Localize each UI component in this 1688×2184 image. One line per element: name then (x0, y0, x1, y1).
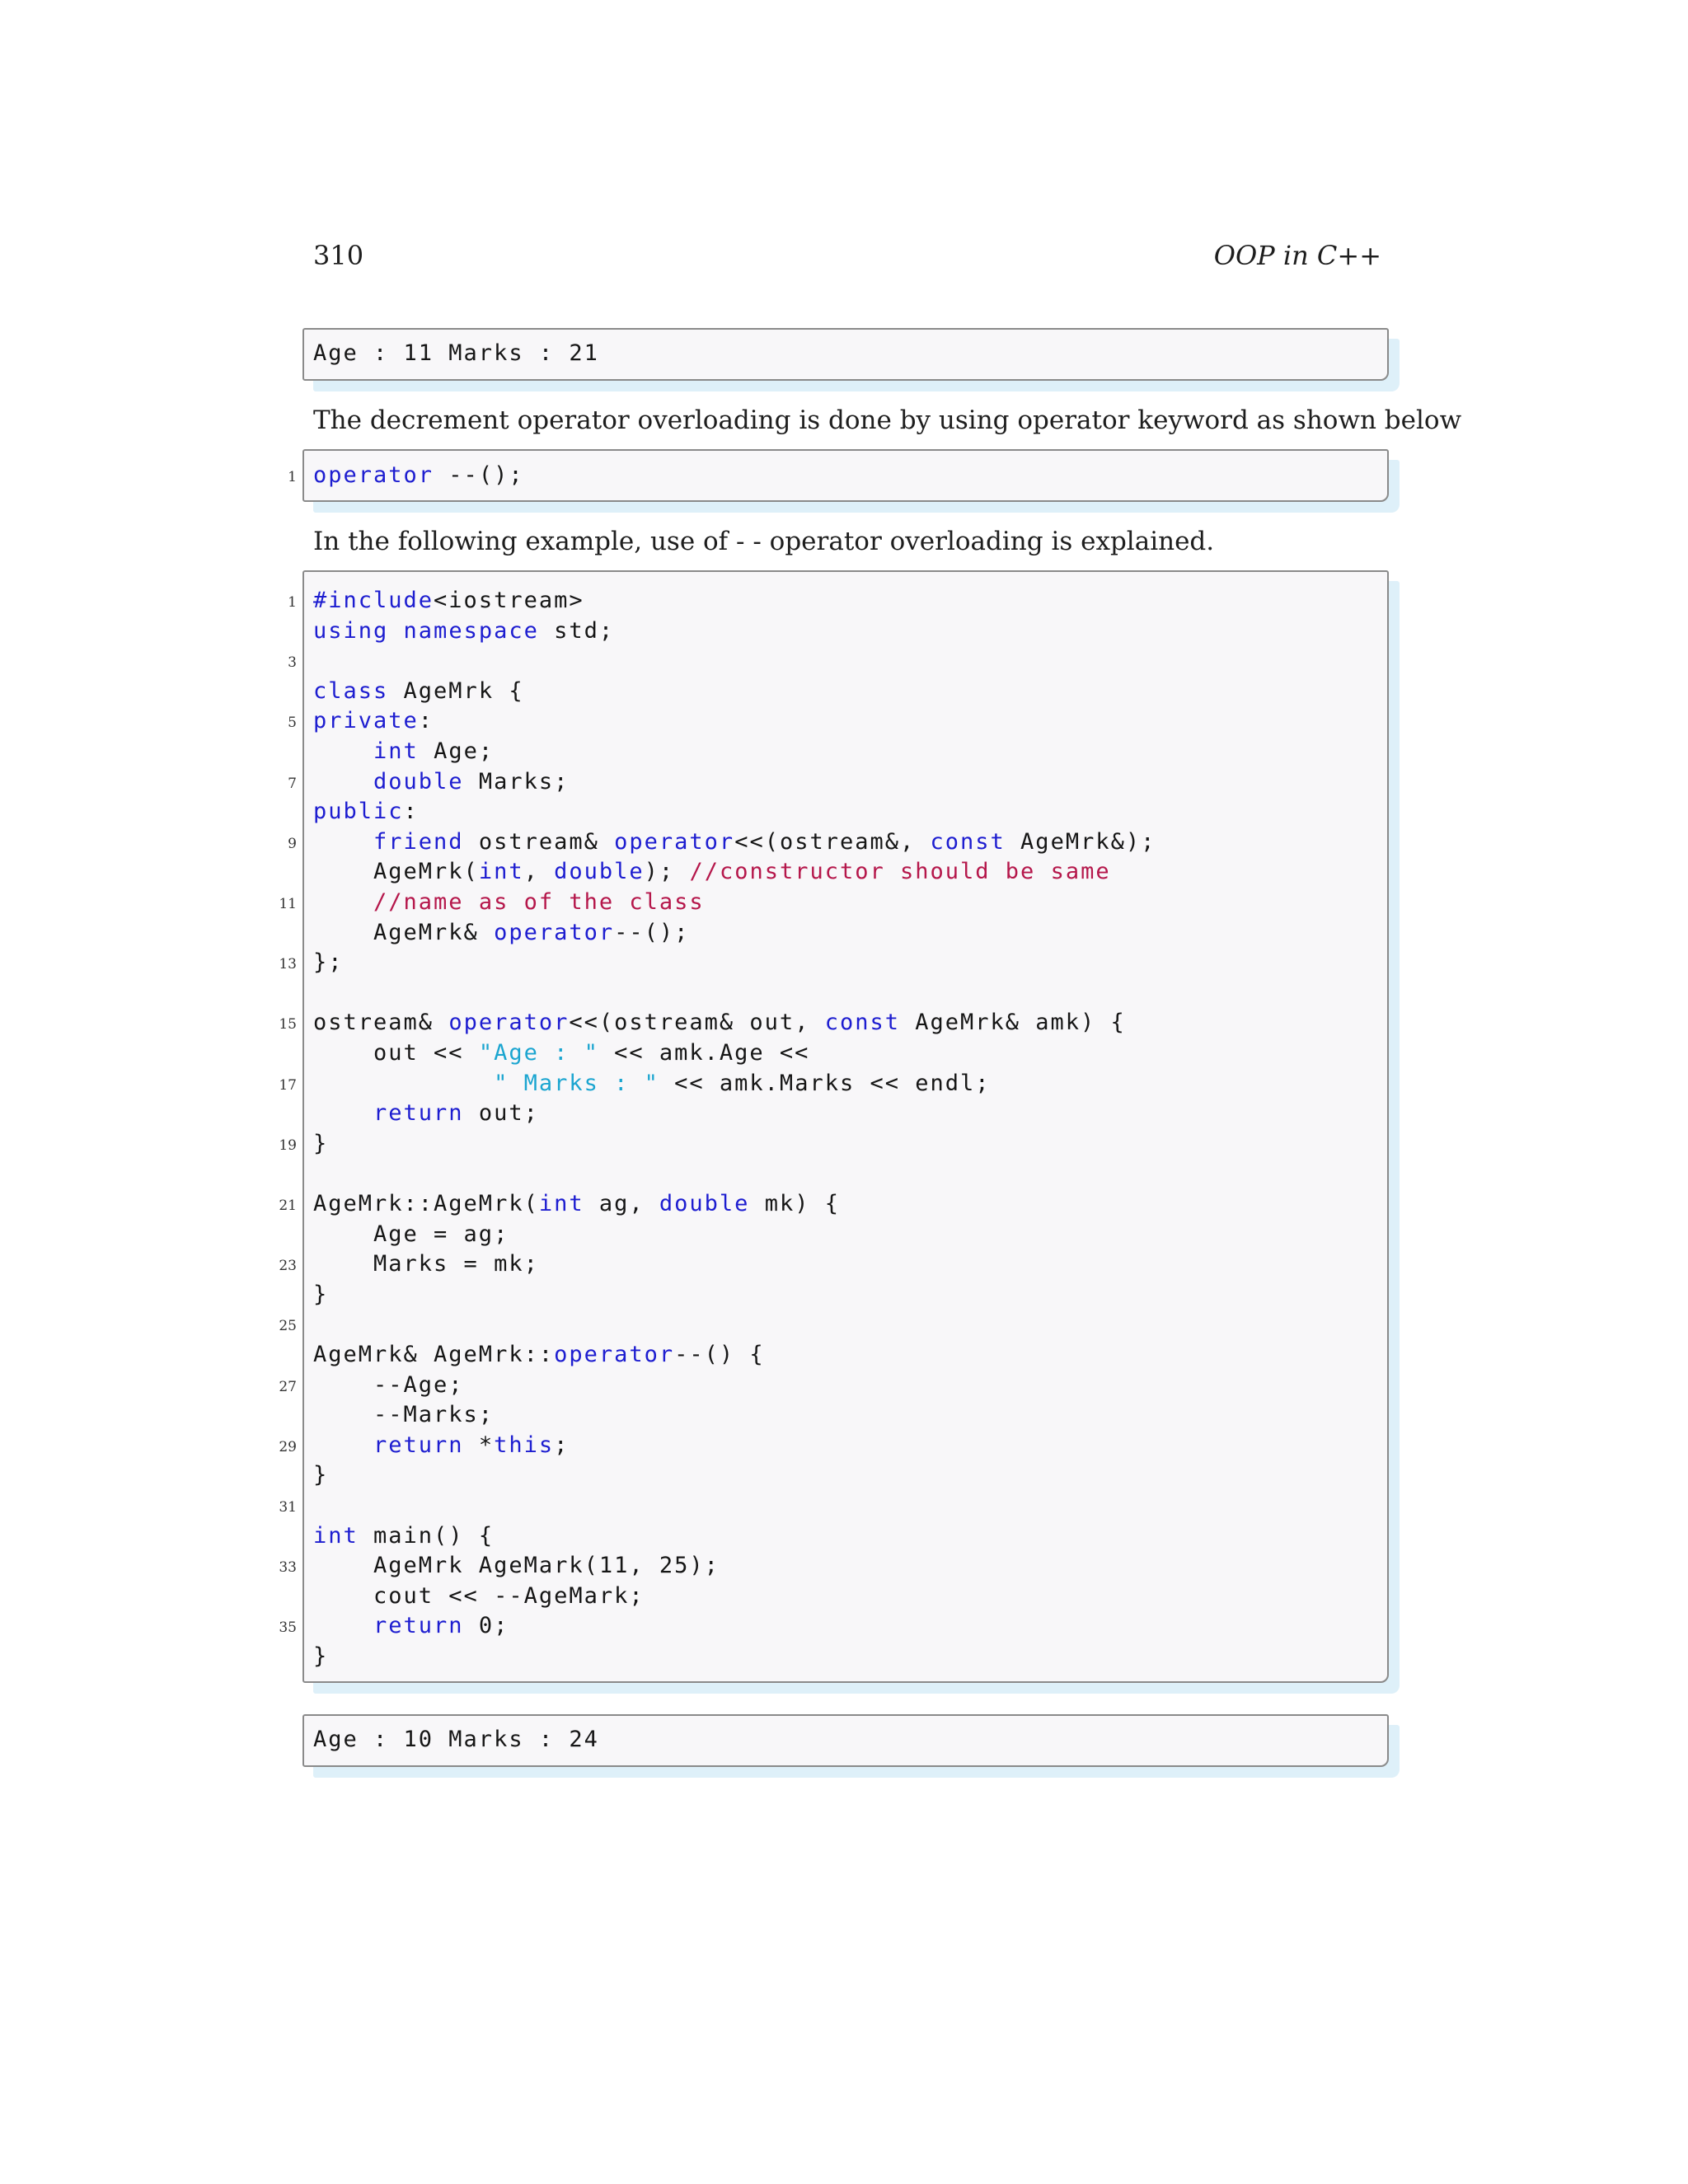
line-number: 9 (288, 835, 297, 852)
code-token: , (523, 859, 555, 885)
code-line (313, 948, 344, 978)
code-line (313, 1582, 645, 1612)
code-token: ostream& (313, 1010, 449, 1036)
code-token: int (478, 859, 524, 885)
code-token (313, 829, 373, 855)
code-line (313, 1611, 509, 1642)
code-line (313, 1099, 539, 1129)
line-number: 35 (279, 1619, 297, 1637)
code-token: --() { (674, 1342, 765, 1367)
code-line (313, 1340, 765, 1371)
code-token: return (373, 1613, 464, 1639)
code-token: AgeMrk { (388, 677, 524, 704)
code-line (313, 737, 494, 767)
code-token: " Marks : " (494, 1070, 659, 1096)
code-token: : (418, 708, 434, 734)
code-token: out << (313, 1040, 479, 1066)
code-line (313, 616, 614, 647)
code-token: friend (373, 828, 464, 855)
code-token: <iostream> (434, 588, 584, 613)
code-token (313, 769, 373, 794)
line-number: 15 (279, 1016, 297, 1033)
code-token: out; (463, 1100, 539, 1127)
code-token: --Age; (313, 1371, 464, 1398)
code-token: //name as of the class (373, 889, 705, 915)
line-number: 27 (279, 1378, 297, 1395)
line-number: 23 (279, 1258, 297, 1275)
line-number (247, 1460, 297, 1491)
output-text-bottom: Age : 10 Marks : 24 (313, 1727, 599, 1752)
code-token: Marks = mk; (313, 1251, 539, 1277)
code-token: const (824, 1010, 900, 1036)
code-line (313, 1220, 509, 1250)
code-token: AgeMrk& AgeMrk:: (313, 1342, 555, 1367)
code-token: return (373, 1432, 464, 1458)
code-token: double (373, 768, 464, 794)
code-token: AgeMrk&); (1005, 828, 1156, 855)
code-line (313, 1400, 494, 1431)
code-token (313, 1071, 494, 1096)
code-token: int (538, 1191, 584, 1216)
code-token: Marks; (463, 768, 570, 794)
code-token: "Age : " (478, 1040, 599, 1066)
code-token: return (373, 1100, 464, 1127)
running-title: OOP in C++ (1213, 240, 1381, 271)
code-token: operator (448, 1010, 570, 1036)
code-line (313, 1371, 464, 1401)
code-token: << amk.Age << (598, 1040, 810, 1066)
code-line (313, 1431, 569, 1461)
output-text-top: Age : 11 Marks : 21 (313, 340, 599, 366)
code-token: namespace (403, 617, 539, 644)
code-token: const (930, 828, 1006, 855)
code-token: operator (554, 1342, 675, 1367)
line-number: 25 (279, 1318, 297, 1335)
code-token: cout << --AgeMark; (313, 1582, 645, 1609)
line-number (247, 1159, 297, 1189)
code-token: std; (538, 617, 615, 644)
line-number: 7 (288, 775, 297, 792)
code-token: --(); (434, 462, 524, 488)
code-line (313, 1038, 809, 1069)
line-number (247, 1400, 297, 1431)
code-token: AgeMrk& amk) { (899, 1010, 1126, 1036)
code-token: public (313, 799, 404, 825)
code-token: operator (494, 919, 615, 945)
snippet-code (313, 461, 524, 491)
code-line (313, 767, 569, 798)
code-token: --(); (614, 919, 690, 945)
code-token: * (463, 1432, 495, 1458)
code-token (388, 618, 403, 644)
line-number: 1 (288, 594, 297, 611)
paragraph-example-intro: In the following example, use of - - operator overloading is explained. (313, 527, 1215, 556)
code-token: //constructor should be same (689, 859, 1111, 885)
line-number: 13 (279, 956, 297, 973)
code-token: AgeMrk::AgeMrk( (313, 1191, 539, 1216)
page-number: 310 (313, 240, 364, 271)
line-number: 19 (279, 1137, 297, 1154)
line-number (247, 616, 297, 647)
paragraph-decrement-intro: The decrement operator overloading is done by using operator keyword as shown below (313, 405, 1462, 435)
code-token: this (494, 1432, 555, 1458)
code-token (313, 1100, 373, 1126)
code-token: AgeMrk& (313, 919, 495, 945)
code-token: class (313, 677, 389, 704)
line-number (247, 797, 297, 827)
code-token: AgeMrk( (313, 859, 479, 885)
code-token: } (313, 1643, 329, 1669)
line-number (247, 1340, 297, 1371)
code-token: operator (614, 828, 735, 855)
code-token: int (373, 738, 419, 764)
code-token: AgeMrk AgeMark(11, 25); (313, 1553, 720, 1579)
code-token: int (313, 1522, 359, 1549)
line-number: 21 (279, 1197, 297, 1214)
code-token (313, 889, 373, 915)
line-number: 11 (279, 896, 297, 912)
line-number (247, 677, 297, 707)
line-number (247, 1099, 297, 1129)
code-line (313, 586, 584, 616)
line-number (247, 918, 297, 949)
code-token: main() { (358, 1522, 495, 1549)
line-number: 31 (279, 1499, 297, 1516)
code-line (313, 677, 524, 707)
code-token (313, 738, 373, 764)
line-number: 29 (279, 1438, 297, 1455)
code-line (313, 1642, 328, 1672)
code-line (313, 1069, 991, 1099)
code-token: 0; (463, 1613, 509, 1639)
code-line (313, 1280, 328, 1310)
code-token: operator (313, 462, 434, 488)
line-number (247, 1642, 297, 1672)
code-token: private (313, 708, 419, 734)
code-token: } (313, 1130, 329, 1156)
code-token (313, 1613, 373, 1638)
line-number (247, 1280, 297, 1310)
code-token: << amk.Marks << endl; (659, 1070, 991, 1096)
code-token: } (313, 1281, 329, 1307)
snippet-line-number: 1 (288, 469, 297, 485)
code-token: double (659, 1191, 750, 1216)
code-token: mk) { (749, 1191, 840, 1216)
code-token: ); (644, 859, 690, 885)
code-token: #include (313, 588, 434, 613)
code-line (313, 1189, 840, 1220)
line-number (247, 1521, 297, 1552)
line-number: 5 (288, 715, 297, 732)
code-token: <<(ostream& out, (569, 1010, 825, 1036)
code-token: <<(ostream&, (734, 828, 931, 855)
code-line (313, 1521, 494, 1552)
code-token: : (403, 799, 419, 825)
line-number (247, 1038, 297, 1069)
code-token: ag, (584, 1191, 659, 1216)
code-token: } (313, 1462, 329, 1488)
code-token: ostream& (463, 828, 615, 855)
line-number: 33 (279, 1559, 297, 1577)
code-token: }; (313, 949, 344, 976)
code-token: Age; (418, 738, 495, 764)
line-number (247, 857, 297, 888)
line-number (247, 1220, 297, 1250)
code-token: using (313, 617, 389, 644)
code-line (313, 706, 434, 737)
code-line (313, 857, 1111, 888)
line-number: 17 (279, 1076, 297, 1094)
line-number (247, 737, 297, 767)
code-line (313, 918, 689, 949)
code-line (313, 1551, 720, 1582)
line-number (247, 1582, 297, 1612)
code-line (313, 888, 705, 918)
code-line (313, 1129, 328, 1160)
line-number: 3 (288, 654, 297, 672)
line-number (247, 978, 297, 1009)
code-line (313, 827, 1156, 858)
code-line (313, 1249, 539, 1280)
code-token: ; (554, 1432, 570, 1458)
code-token: --Marks; (313, 1402, 495, 1428)
code-token: Age = ag; (313, 1221, 509, 1247)
code-line (313, 1460, 328, 1491)
code-token: double (554, 859, 645, 885)
code-token (313, 1432, 373, 1458)
code-line (313, 1008, 1126, 1038)
code-line (313, 797, 419, 827)
